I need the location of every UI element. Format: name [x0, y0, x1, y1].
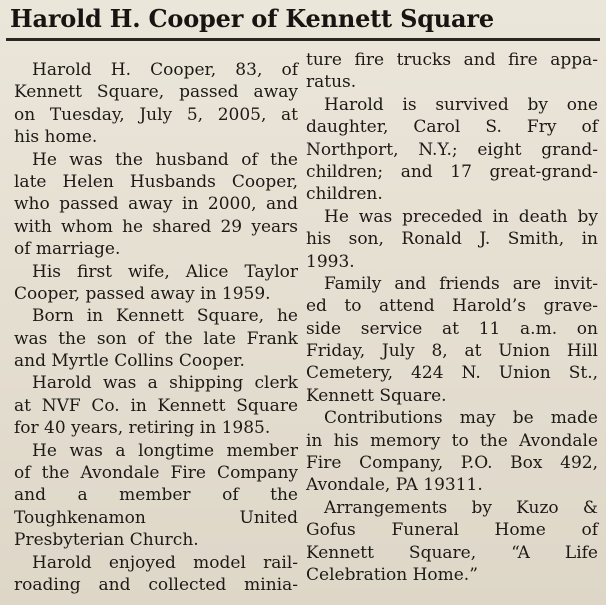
text-line: was the son of the late Frank [14, 328, 298, 349]
text-line: for 40 years, retiring in 1985. [14, 418, 271, 439]
text-line: roading and collected minia- [14, 574, 298, 595]
text-line: ture fire trucks and fire appa- [306, 50, 598, 70]
text-line: Harold enjoyed model rail- [32, 552, 298, 573]
text-line: Kennett Square. [306, 385, 447, 406]
text-line: Contributions may be made [324, 408, 598, 429]
text-line: Cooper, passed away in 1959. [14, 283, 271, 304]
text-line: of marriage. [14, 239, 121, 260]
text-line: and Myrtle Collins Cooper. [14, 351, 245, 372]
text-line: Kennett Square, “A Life [306, 542, 598, 563]
text-line: his son, Ronald J. Smith, in [306, 229, 598, 250]
text-line: Harold is survived by one [324, 94, 598, 115]
text-line: 1993. [306, 251, 355, 272]
text-line: at NVF Co. in Kennett Square [14, 395, 298, 416]
text-line: his home. [14, 127, 98, 148]
text-line: ratus. [306, 72, 357, 93]
text-line: late Helen Husbands Cooper, [14, 171, 298, 192]
text-line: Fire Company, P.O. Box 492, [306, 453, 598, 474]
text-line: Kennett Square, passed away [14, 82, 298, 103]
text-line: Toughkenamon United [14, 507, 298, 528]
text-line: Gofus Funeral Home of [306, 520, 598, 541]
text-line: in his memory to the Avondale [306, 430, 598, 451]
text-line: He was a longtime member [32, 440, 298, 461]
text-line: Presbyterian Church. [14, 530, 199, 551]
text-line: with whom he shared 29 years [14, 216, 298, 237]
text-line: He was preceded in death by [324, 206, 598, 227]
left-column [14, 59, 298, 596]
text-line: Cemetery, 424 N. Union St., [306, 363, 598, 384]
right-column [306, 49, 598, 586]
text-line: on Tuesday, July 5, 2005, at [14, 104, 298, 125]
text-line: who passed away in 2000, and [14, 194, 298, 215]
text-line: children. [306, 184, 383, 205]
text-line: Northport, N.Y.; eight grand- [306, 139, 598, 160]
headline: Harold H. Cooper of Kennett Square [10, 4, 494, 33]
text-line: ed to attend Harold’s grave- [306, 296, 598, 317]
headline-rule [6, 38, 600, 41]
text-line: Avondale, PA 19311. [306, 475, 483, 496]
text-line: Friday, July 8, at Union Hill [306, 341, 598, 362]
text-line: children; and 17 great-grand- [306, 161, 598, 182]
text-line: He was the husband of the [32, 149, 298, 170]
text-line: of the Avondale Fire Company [14, 463, 298, 484]
text-line: side service at 11 a.m. on [306, 318, 598, 339]
text-line: Harold H. Cooper, 83, of [32, 60, 298, 80]
text-line: Family and friends are invit- [324, 273, 598, 294]
text-line: daughter, Carol S. Fry of [306, 117, 598, 138]
text-line: Celebration Home.” [306, 564, 478, 585]
text-line: His first wife, Alice Taylor [32, 261, 298, 282]
text-line: and a member of the [14, 485, 298, 506]
text-line: Born in Kennett Square, he [32, 306, 298, 327]
text-line: Arrangements by Kuzo & [324, 497, 598, 518]
text-line: Harold was a shipping clerk [32, 373, 298, 394]
